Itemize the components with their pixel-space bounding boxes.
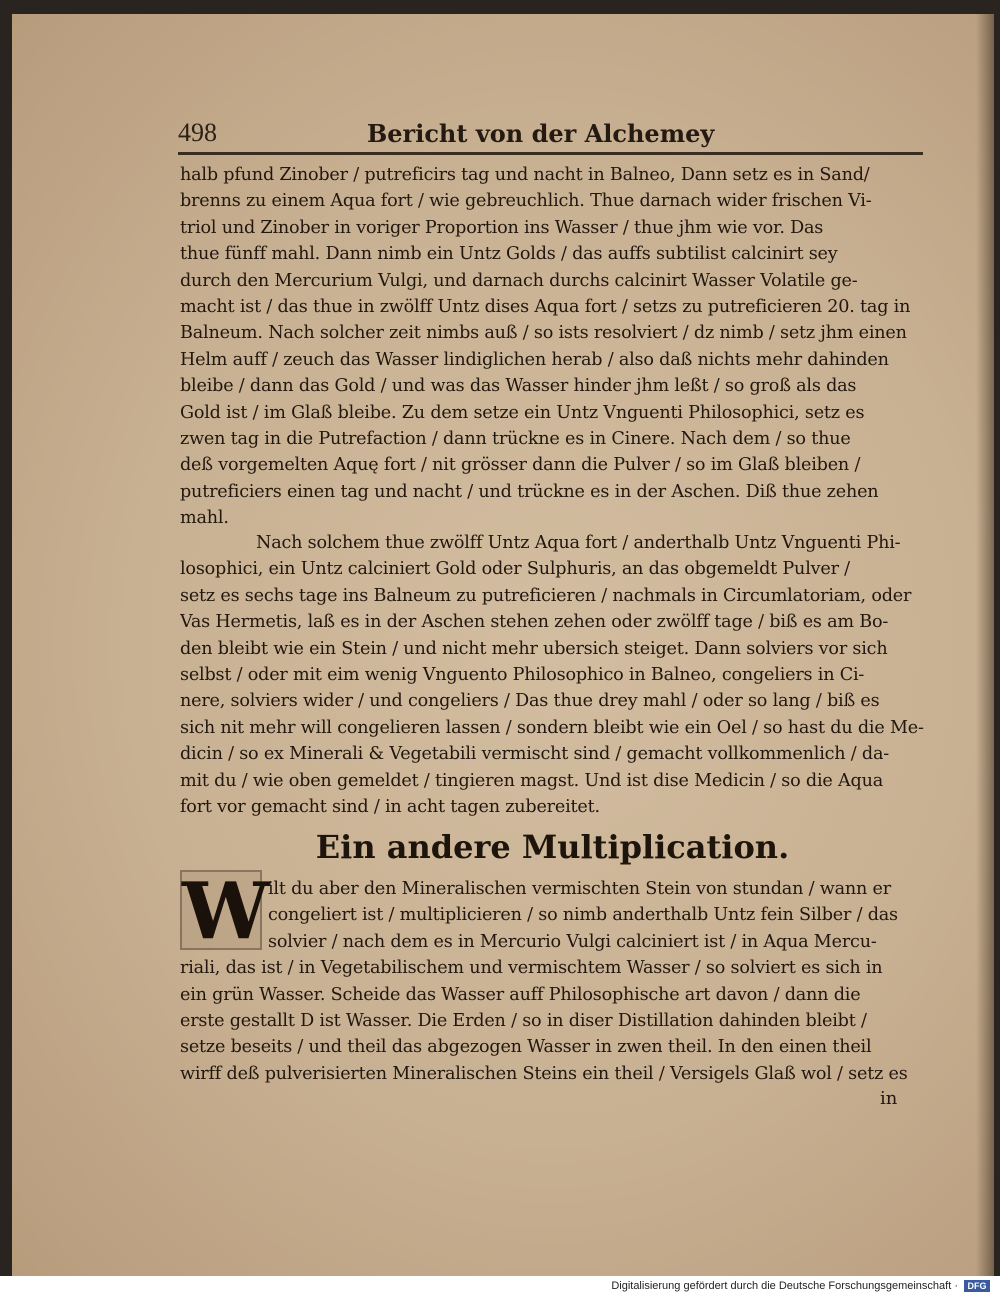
text-line: mit du / wie oben gemeldet / tingieren magst. Und ist dise Medicin / so die Aqua <box>180 770 883 791</box>
text-line: wirff deß pulverisierten Mineralischen Steins ein theil / Versigels Glaß wol / setz es <box>180 1063 908 1084</box>
text-line: riali, das ist / in Vegetabilischem und vermischtem Wasser / so solviert es sich in <box>180 958 883 979</box>
text-line: selbst / oder mit eim wenig Vnguento Philosophico in Balneo, congeliers in Ci- <box>180 664 865 685</box>
drop-cap-initial: W <box>182 866 270 957</box>
catchword: in <box>880 1088 898 1109</box>
page-gutter-shadow <box>976 14 994 1276</box>
text-line: losophici, ein Untz calciniert Gold oder Sulphuris, an das obgemeldt Pulver / <box>180 559 850 580</box>
text-line: triol und Zinober in voriger Proportion ins Wasser / thue jhm wie vor. Das <box>180 217 824 238</box>
text-line: solvier / nach dem es in Mercurio Vulgi calciniert ist / in Aqua Mercu- <box>268 931 877 952</box>
dfg-logo-icon: DFG <box>964 1280 990 1292</box>
text-line: durch den Mercurium Vulgi, und darnach durchs calcinirt Wasser Volatile ge- <box>180 270 858 291</box>
text-line: ilt du aber den Mineralischen vermischten Stein von stundan / wann er <box>268 879 891 899</box>
text-line: Gold ist / im Glaß bleibe. Zu dem setze ein Untz Vnguenti Philosophici, setz es <box>180 402 865 423</box>
text-line: zwen tag in die Putrefaction / dann trückne es in Cinere. Nach dem / so thue <box>180 428 851 449</box>
text-line: Helm auff / zeuch das Wasser lindiglichen herab / also daß nichts mehr dahinden <box>180 349 889 370</box>
paragraph-2 <box>180 530 925 820</box>
text-line: setze beseits / und theil das abgezogen Wasser in zwen theil. In den einen theil <box>180 1037 872 1058</box>
text-line: deß vorgemelten Aquę fort / nit grösser dann die Pulver / so im Glaß bleiben / <box>180 455 861 476</box>
section-heading: Ein andere Multiplication. <box>315 828 790 866</box>
page-header <box>178 116 920 148</box>
text-line: den bleibt wie ein Stein / und nicht mehr ubersich steiget. Dann solviers vor sich <box>180 638 888 659</box>
text-line: setz es sechs tage ins Balneum zu putreficieren / nachmals in Circumlatoriam, oder <box>180 585 912 606</box>
text-line: ein grün Wasser. Scheide das Wasser auff Philosophische art davon / dann die <box>180 984 861 1005</box>
text-line: mahl. <box>180 508 229 529</box>
text-line: nere, solviers wider / und congeliers / Das thue drey mahl / oder so lang / biß es <box>180 691 880 712</box>
text-line: dicin / so ex Minerali & Vegetabili vermischt sind / gemacht vollkommenlich / da- <box>180 744 890 765</box>
text-line: Vas Hermetis, laß es in der Aschen stehen zehen oder zwölff tage / biß es am Bo- <box>180 612 889 633</box>
text-line: Nach solchem thue zwölff Untz Aqua fort / anderthalb Untz Vnguenti Phi- <box>256 533 901 553</box>
text-line: fort vor gemacht sind / in acht tagen zubereitet. <box>180 796 600 817</box>
header-rule <box>178 152 923 155</box>
page-number: 498 <box>178 118 217 147</box>
digitization-footer <box>0 1276 1000 1296</box>
footer-credit: Digitalisierung gefördert durch die Deutsche Forschungsgemeinschaft · <box>611 1280 958 1292</box>
text-line: halb pfund Zinober / putreficirs tag und nacht in Balneo, Dann setz es in Sand/ <box>180 165 870 185</box>
text-line: putreficiers einen tag und nacht / und trückne es in der Aschen. Diß thue zehen <box>180 481 879 502</box>
text-line: congeliert ist / multiplicieren / so nimb anderthalb Untz fein Silber / das <box>268 905 898 926</box>
text-line: brenns zu einem Aqua fort / wie gebreuchlich. Thue darnach wider frischen Vi- <box>180 191 872 212</box>
text-line: sich nit mehr will congelieren lassen / sondern bleibt wie ein Oel / so hast du die Me- <box>180 717 924 738</box>
text-line: erste gestallt D ist Wasser. Die Erden / so in diser Distillation dahinden bleibt / <box>180 1010 867 1031</box>
running-head: Bericht von der Alchemey <box>367 119 715 148</box>
paragraph-1 <box>180 162 925 531</box>
paragraph-3 <box>180 876 925 1087</box>
text-line: Balneum. Nach solcher zeit nimbs auß / so ists resolviert / dz nimb / setz jhm einen <box>180 323 907 344</box>
text-line: macht ist / das thue in zwölff Untz dises Aqua fort / setzs zu putreficieren 20. tag in <box>180 296 911 317</box>
text-line: thue fünff mahl. Dann nimb ein Untz Golds / das auffs subtilist calcinirt sey <box>180 244 838 265</box>
text-line: bleibe / dann das Gold / und was das Wasser hinder jhm leßt / so groß als das <box>180 376 857 397</box>
